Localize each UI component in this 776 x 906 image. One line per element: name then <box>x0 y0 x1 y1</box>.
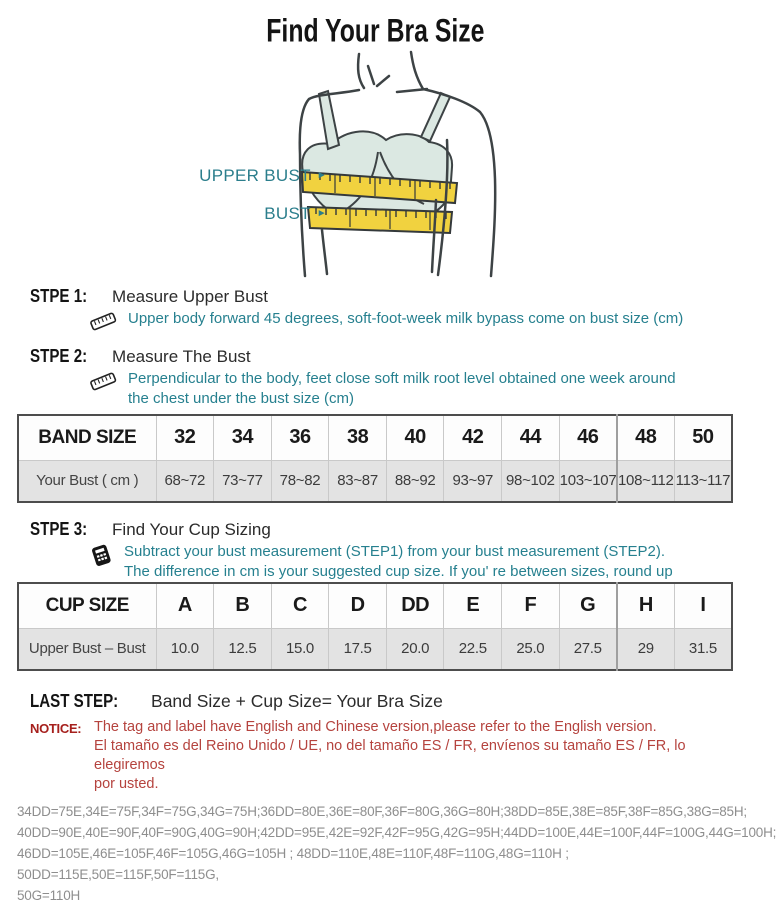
size-header-cell: D <box>329 583 387 628</box>
step-1-desc-text <box>128 309 683 329</box>
conversion-line: 46DD=105E,46E=105F,46F=105G,46G=105H ; 48DD=110E,48E=110F,48F=110G,48G=110H ; 50DD=115E,50E=115F,50F=115G, <box>17 846 569 882</box>
page-title <box>0 0 750 50</box>
ruler-icon <box>88 310 118 337</box>
size-header-cell: A <box>156 583 214 628</box>
desc-line: The difference in cm is your suggested cup size. If you' re between sizes, round up <box>124 563 673 580</box>
cup-size-table <box>17 582 733 671</box>
calculator-icon <box>88 543 114 574</box>
value-cell: 22.5 <box>444 628 502 670</box>
last-step-text: Band Size + Cup Size= Your Bra Size <box>151 691 443 711</box>
last-step-label: LAST STEP: <box>30 689 119 711</box>
size-header-cell: G <box>559 583 617 628</box>
desc-line: Upper body forward 45 degrees, soft-foot-week milk bypass come on bust size (cm) <box>128 310 684 327</box>
value-cell: 98~102 <box>502 460 560 502</box>
size-header-cell: B <box>214 583 272 628</box>
step-3-title: Find Your Cup Sizing <box>112 520 271 539</box>
value-cell: 20.0 <box>386 628 444 670</box>
notice-line-es: El tamaño es del Reino Unido / UE, no del tamaño ES / FR, envíenos su tamaño ES / FR, lo elegiremos <box>94 738 686 773</box>
value-cell: 29 <box>617 628 675 670</box>
bra-strap-left <box>319 91 339 149</box>
size-header-cell: 36 <box>271 415 329 460</box>
ruler-icon <box>88 370 118 397</box>
value-cell: 93~97 <box>444 460 502 502</box>
table-header-label: BAND SIZE <box>18 415 156 460</box>
conversion-line: 34DD=75E,34E=75F,34F=75G,34G=75H;36DD=80E,36E=80F,36F=80G,36G=80H;38DD=85E,38E=85F,38F=85G,38G=85H; <box>17 804 747 819</box>
notice <box>30 718 750 794</box>
notice-line-en: The tag and label have English and Chinese version,please refer to the English version. <box>94 719 657 735</box>
value-cell: 27.5 <box>559 628 617 670</box>
step-1-label: STPE 1: <box>30 284 88 306</box>
page-title-text: Find Your Bra Size <box>265 11 485 50</box>
size-header-cell: F <box>502 583 560 628</box>
value-cell: 68~72 <box>156 460 214 502</box>
conversion-line: 40DD=90E,40E=90F,40F=90G,40G=90H;42DD=95E,42E=92F,42F=95G,42G=95H;44DD=100E,44E=100F,44F=100G,44G=100H; <box>17 825 776 840</box>
upper-bust-label <box>199 166 327 186</box>
bust-label <box>264 204 327 224</box>
step-3-desc-text <box>124 542 673 582</box>
value-cell: 31.5 <box>674 628 732 670</box>
value-cell: 78~82 <box>271 460 329 502</box>
size-header-cell: 34 <box>214 415 272 460</box>
last-step <box>30 691 750 712</box>
size-header-cell: 40 <box>386 415 444 460</box>
arrow-right-icon: ► <box>316 208 327 219</box>
step-2-description <box>88 369 750 409</box>
value-cell: 12.5 <box>214 628 272 670</box>
size-header-cell: DD <box>386 583 444 628</box>
step-2-desc-text <box>128 369 676 409</box>
desc-line: the chest under the bust size (cm) <box>128 390 354 407</box>
bust-tape <box>308 207 452 233</box>
size-header-cell: H <box>617 583 675 628</box>
arrow-right-icon: ► <box>316 170 327 181</box>
size-header-cell: 38 <box>329 415 387 460</box>
value-cell: 17.5 <box>329 628 387 670</box>
size-header-cell: 42 <box>444 415 502 460</box>
value-cell: 108~112 <box>617 460 675 502</box>
value-cell: 15.0 <box>271 628 329 670</box>
size-header-cell: 46 <box>559 415 617 460</box>
value-cell: 10.0 <box>156 628 214 670</box>
size-header-cell: E <box>444 583 502 628</box>
value-cell: 113~117 <box>674 460 732 502</box>
step-1-description <box>88 309 750 337</box>
conversion-line: 50G=110H <box>17 888 81 903</box>
notice-text <box>94 718 750 794</box>
desc-line: Perpendicular to the body, feet close soft milk root level obtained one week around <box>128 370 676 387</box>
upper-bust-label-text: UPPER BUST <box>199 166 311 185</box>
size-conversion-text <box>17 801 776 906</box>
step-3-heading <box>30 519 750 540</box>
size-header-cell: 48 <box>617 415 675 460</box>
step-2-label: STPE 2: <box>30 344 88 366</box>
step-2-heading <box>30 346 750 367</box>
notice-label: NOTICE: <box>30 721 82 736</box>
value-cell: 73~77 <box>214 460 272 502</box>
measurement-steps <box>30 286 750 409</box>
desc-line: Subtract your bust measurement (STEP1) from your bust measurement (STEP2). <box>124 543 666 560</box>
size-header-cell: 44 <box>502 415 560 460</box>
step-1-heading <box>30 286 750 307</box>
step-2-title: Measure The Bust <box>112 347 251 366</box>
step-3-label: STPE 3: <box>30 517 88 539</box>
value-cell: 25.0 <box>502 628 560 670</box>
bust-label-text: BUST <box>264 204 311 223</box>
size-header-cell: 32 <box>156 415 214 460</box>
torso-illustration <box>0 44 750 282</box>
table-row-label: Upper Bust – Bust <box>18 628 156 670</box>
value-cell: 88~92 <box>386 460 444 502</box>
value-cell: 83~87 <box>329 460 387 502</box>
size-header-cell: I <box>674 583 732 628</box>
size-header-cell: C <box>271 583 329 628</box>
band-size-table <box>17 414 733 503</box>
notice-line-es: por usted. <box>94 776 159 792</box>
size-header-cell: 50 <box>674 415 732 460</box>
table-row-label: Your Bust ( cm ) <box>18 460 156 502</box>
table-header-label: CUP SIZE <box>18 583 156 628</box>
step-1-title: Measure Upper Bust <box>112 287 268 306</box>
bra-measurement-illustration <box>0 44 750 282</box>
bra-strap-right <box>421 93 450 141</box>
step-3-description <box>88 542 750 582</box>
value-cell: 103~107 <box>559 460 617 502</box>
